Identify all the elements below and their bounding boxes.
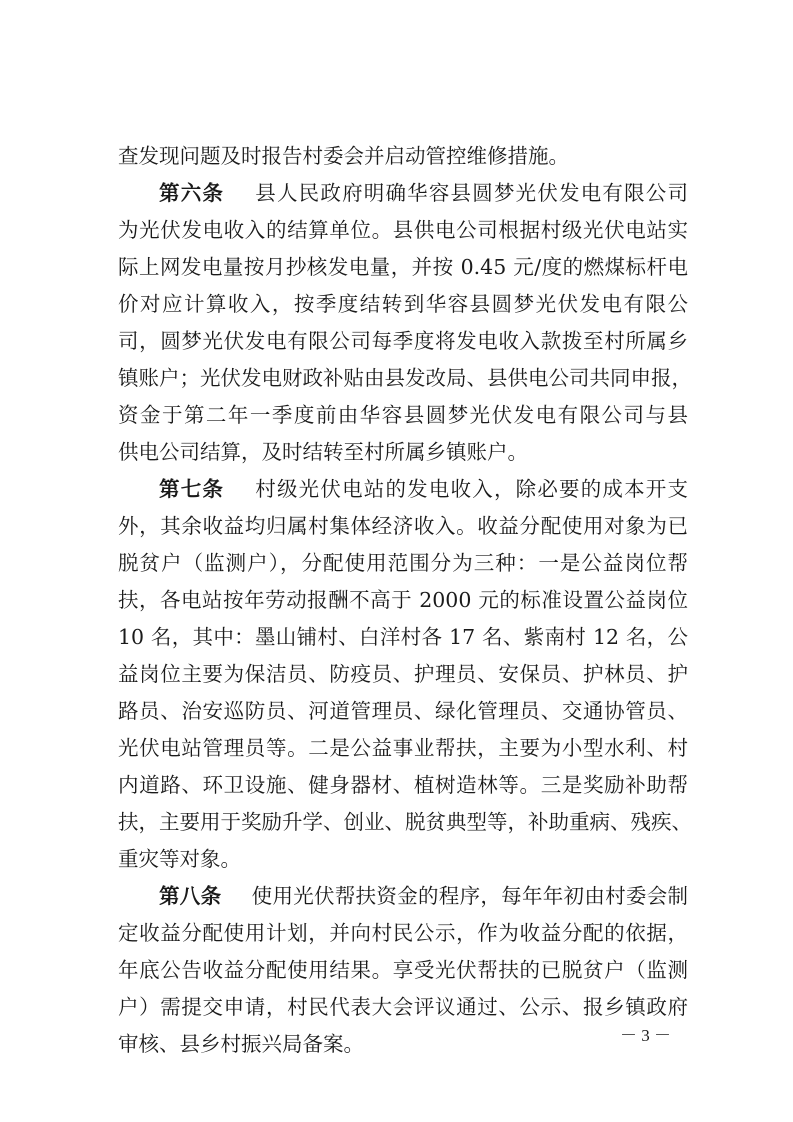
- article-8-heading-line: 第八条 使用光伏帮扶资金的程序，每年年初由村委会制: [159, 884, 688, 908]
- text-line-25: 审核、县乡村振兴局备案。: [118, 1032, 364, 1056]
- text-line-23: 年底公告收益分配使用结果。享受光伏帮扶的已脱贫户（监测: [118, 958, 688, 982]
- text-line-8: 资金于第二年一季度前由华容县圆梦光伏发电有限公司与县: [118, 403, 688, 427]
- text-line-14: 10 名，其中：墨山铺村、白洋村各 17 名、紫南村 12 名，公: [118, 625, 688, 649]
- text-line-13: 扶，各电站按年劳动报酬不高于 2000 元的标准设置公益岗位: [118, 588, 688, 612]
- text-line-11: 外，其余收益均归属村集体经济收入。收益分配使用对象为已: [118, 514, 688, 538]
- text-line-4: 际上网发电量按月抄核发电量，并按 0.45 元/度的燃煤标杆电: [118, 255, 688, 279]
- text-line-17: 光伏电站管理员等。二是公益事业帮扶，主要为小型水利、村: [118, 736, 688, 760]
- text-line-9: 供电公司结算，及时结转至村所属乡镇账户。: [118, 440, 528, 464]
- article-6-label: 第六条: [159, 181, 225, 205]
- article-6-heading-line: 第六条 县人民政府明确华容县圆梦光伏发电有限公司: [159, 181, 689, 205]
- text-line-5: 价对应计算收入，按季度结转到华容县圆梦光伏发电有限公: [118, 292, 688, 316]
- text-line-12: 脱贫户（监测户），分配使用范围分为三种：一是公益岗位帮: [118, 551, 688, 575]
- page-number: － 3 －: [620, 1026, 671, 1045]
- text-line-3: 为光伏发电收入的结算单位。县供电公司根据村级光伏电站实: [118, 218, 688, 242]
- article-7-label: 第七条: [159, 477, 225, 501]
- text-line-7: 镇账户；光伏发电财政补贴由县发改局、县供电公司共同申报，: [118, 366, 692, 390]
- text-line-24: 户）需提交申请，村民代表大会评议通过、公示、报乡镇政府: [118, 995, 688, 1019]
- text-line-19: 扶，主要用于奖励升学、创业、脱贫典型等，补助重病、残疾、: [118, 810, 692, 834]
- text-line-18: 内道路、环卫设施、健身器材、植树造林等。三是奖励补助帮: [118, 773, 688, 797]
- article-8-label: 第八条: [159, 884, 222, 908]
- text-line-6: 司，圆梦光伏发电有限公司每季度将发电收入款拨至村所属乡: [118, 329, 688, 353]
- text-line-15: 益岗位主要为保洁员、防疫员、护理员、安保员、护林员、护: [118, 662, 688, 686]
- text-line-20: 重灾等对象。: [118, 847, 241, 871]
- text-line-16: 路员、治安巡防员、河道管理员、绿化管理员、交通协管员、: [118, 699, 688, 723]
- text-line-22: 定收益分配使用计划，并向村民公示，作为收益分配的依据，: [118, 921, 688, 945]
- article-7-heading-line: 第七条 村级光伏电站的发电收入，除必要的成本开支: [159, 477, 689, 501]
- text-line-1: 查发现问题及时报告村委会并启动管控维修措施。: [118, 144, 569, 168]
